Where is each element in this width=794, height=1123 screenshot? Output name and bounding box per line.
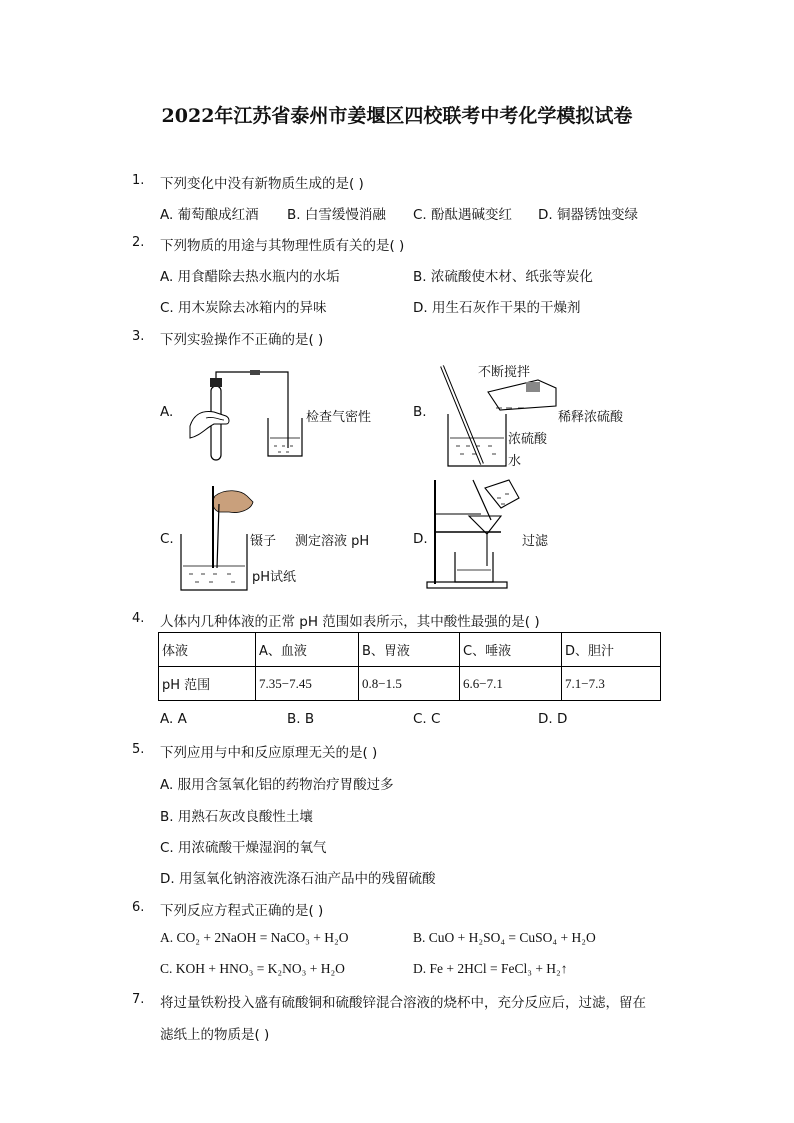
table-cell: 7.1−7.3 [562, 667, 661, 701]
figure-label: 检查气密性 [306, 410, 372, 425]
gas-tightness-check-figure [180, 366, 305, 462]
question-text: 下列实验操作不正确的是( ) [160, 332, 324, 348]
table-row [159, 667, 661, 701]
question-text: 滤纸上的物质是( ) [160, 1027, 270, 1043]
option-a[interactable]: A. 葡萄酿成红酒 [160, 207, 259, 223]
question-number: 2. [132, 235, 145, 250]
option-b[interactable]: B. 浓硫酸使木材、纸张等炭化 [413, 269, 593, 285]
option-a[interactable]: A. [160, 404, 174, 420]
table-cell: 0.8−1.5 [359, 667, 460, 701]
option-d[interactable]: D. 用生石灰作干果的干燥剂 [413, 300, 581, 316]
filtration-figure [425, 474, 525, 590]
question-number: 3. [132, 329, 145, 344]
option-c[interactable]: C. C [413, 711, 441, 727]
option-c[interactable]: C. KOH + HNO₃ = K₂NO₃ + H₂O [160, 961, 345, 976]
table-cell: D、胆汁 [562, 633, 661, 667]
table-cell: 7.35−7.45 [256, 667, 359, 701]
figure-label: 水 [508, 454, 522, 469]
question-number: 4. [132, 611, 145, 626]
question-text: 下列应用与中和反应原理无关的是( ) [160, 745, 378, 761]
page-title: 2022年江苏省泰州市姜堰区四校联考中考化学模拟试卷 [161, 105, 633, 127]
option-c[interactable]: C. 用木炭除去冰箱内的异味 [160, 300, 327, 316]
option-a[interactable]: A. A [160, 711, 187, 727]
question-text: 人体内几种体液的正常 pH 范围如表所示，其中酸性最强的是( ) [160, 614, 540, 630]
option-a[interactable]: A. 服用含氢氧化铝的药物治疗胃酸过多 [160, 777, 394, 793]
table-cell: 体液 [159, 633, 256, 667]
question-number: 6. [132, 900, 145, 915]
figure-label: 稀释浓硫酸 [558, 410, 624, 425]
question-number: 7. [132, 992, 145, 1007]
option-d[interactable]: D. D [538, 711, 568, 727]
option-c[interactable]: C. [160, 531, 174, 547]
table-cell: C、唾液 [460, 633, 562, 667]
option-b[interactable]: B. 用熟石灰改良酸性土壤 [160, 809, 313, 825]
option-d[interactable]: D. 铜器锈蚀变绿 [538, 207, 638, 223]
option-b[interactable]: B. 白雪缓慢消融 [287, 207, 386, 223]
option-a[interactable]: A. CO₂ + 2NaOH = NaCO₃ + H₂O [160, 930, 349, 945]
question-text: 下列反应方程式正确的是( ) [160, 903, 324, 919]
figure-label: 不断搅拌 [478, 365, 531, 380]
option-d[interactable]: D. [413, 531, 428, 547]
option-c[interactable]: C. 酚酞遇碱变红 [413, 207, 513, 223]
question-text: 下列变化中没有新物质生成的是( ) [160, 176, 364, 192]
option-b[interactable]: B. B [287, 711, 315, 727]
table-cell: pH 范围 [159, 667, 256, 701]
question-number: 1. [132, 173, 145, 188]
option-b[interactable]: B. [413, 404, 427, 420]
figure-label: 测定溶液 pH [295, 534, 370, 549]
option-a[interactable]: A. 用食醋除去热水瓶内的水垢 [160, 269, 340, 285]
option-c[interactable]: C. 用浓硫酸干燥湿润的氧气 [160, 840, 327, 856]
table-cell: 6.6−7.1 [460, 667, 562, 701]
option-d[interactable]: D. 用氢氧化钠溶液洗涤石油产品中的残留硫酸 [160, 871, 436, 887]
figure-label: pH试纸 [252, 570, 297, 585]
question-text: 将过量铁粉投入盛有硫酸铜和硫酸锌混合溶液的烧杯中，充分反应后，过滤，留在 [160, 995, 646, 1011]
option-d[interactable]: D. Fe + 2HCl = FeCl₃ + H₂↑ [413, 961, 568, 976]
table-cell: A、血液 [256, 633, 359, 667]
figure-label: 浓硫酸 [508, 432, 548, 447]
figure-label: 镊子 [250, 534, 277, 549]
table-header-row [159, 633, 661, 667]
question-text: 下列物质的用途与其物理性质有关的是( ) [160, 238, 405, 254]
question-number: 5. [132, 742, 145, 757]
table-cell: B、胃液 [359, 633, 460, 667]
ph-range-table [158, 632, 661, 701]
measure-ph-figure [175, 482, 255, 594]
option-b[interactable]: B. CuO + H₂SO₄ = CuSO₄ + H₂O [413, 930, 596, 945]
figure-label: 过滤 [522, 534, 549, 549]
